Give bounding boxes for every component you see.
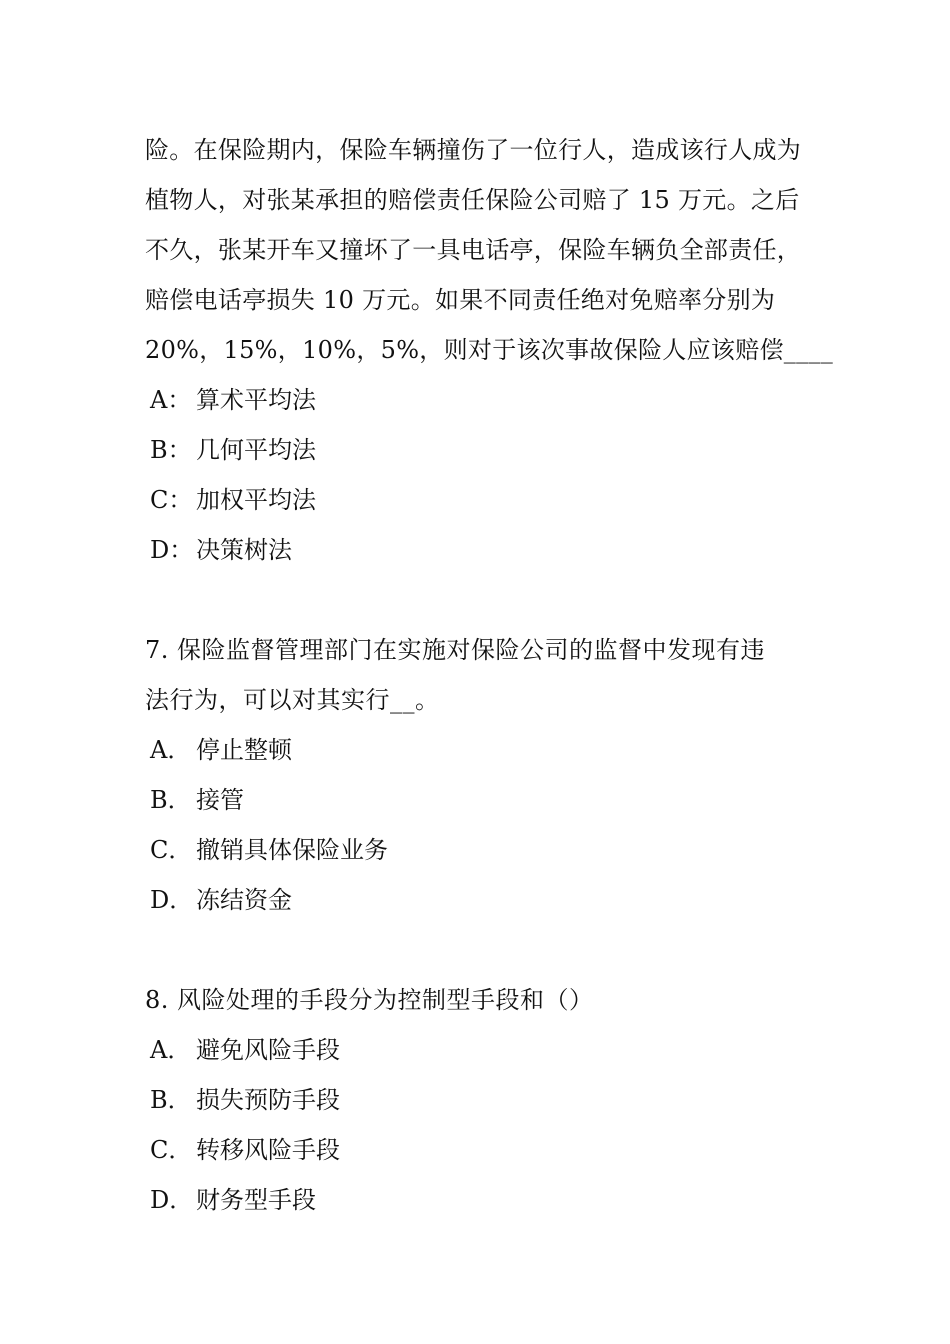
question-text-line: 7. 保险监督管理部门在实施对保险公司的监督中发现有违 [145, 636, 766, 664]
option-a [145, 375, 815, 425]
question-text-line: 植物人，对张某承担的赔偿责任保险公司赔了 15 万元。之后 [145, 186, 800, 214]
option-key: D． [150, 1186, 194, 1214]
option-text: 避免风险手段 [196, 1036, 340, 1064]
option-key: B． [150, 786, 192, 814]
question-8-options [145, 1025, 815, 1225]
option-key: B： [150, 436, 192, 464]
option-text: 撤销具体保险业务 [196, 836, 388, 864]
question-6-options [145, 375, 815, 575]
option-key: D： [150, 536, 194, 564]
option-d [145, 875, 815, 925]
option-text: 冻结资金 [196, 886, 292, 914]
question-7-options [145, 725, 815, 925]
question-text-line: 险。在保险期内，保险车辆撞伤了一位行人，造成该行人成为 [145, 136, 802, 164]
option-key: C． [150, 1136, 193, 1164]
spacer [145, 575, 815, 625]
option-text: 决策树法 [196, 536, 292, 564]
option-b [145, 425, 815, 475]
option-key: A： [150, 386, 192, 414]
option-key: A． [150, 736, 192, 764]
question-text-line: 赔偿电话亭损失 10 万元。如果不同责任绝对免赔率分别为 [145, 286, 776, 314]
option-b [145, 775, 815, 825]
question-8-text [145, 975, 815, 1025]
option-a [145, 725, 815, 775]
option-d [145, 1175, 815, 1225]
option-c [145, 1125, 815, 1175]
question-6-text [145, 125, 834, 375]
option-text: 停止整顿 [196, 736, 292, 764]
option-text: 几何平均法 [196, 436, 316, 464]
option-key: C． [150, 836, 193, 864]
document-content [145, 125, 834, 1225]
option-text: 加权平均法 [196, 486, 316, 514]
question-text-line: 不久，张某开车又撞坏了一具电话亭，保险车辆负全部责任， [145, 236, 802, 264]
option-key: B． [150, 1086, 192, 1114]
question-text-line: 8. 风险处理的手段分为控制型手段和（） [145, 986, 594, 1014]
question-text-line: 法行为，可以对其实行__。 [145, 686, 440, 714]
option-text: 损失预防手段 [196, 1086, 340, 1114]
option-text: 转移风险手段 [196, 1136, 340, 1164]
option-c [145, 475, 815, 525]
option-d [145, 525, 815, 575]
option-key: C： [150, 486, 193, 514]
option-text: 财务型手段 [196, 1186, 316, 1214]
option-text: 接管 [196, 786, 244, 814]
option-text: 算术平均法 [196, 386, 316, 414]
question-7-text [145, 625, 815, 725]
option-key: D． [150, 886, 194, 914]
question-text-line: 20%，15%，10%，5%，则对于该次事故保险人应该赔偿____ [145, 336, 834, 364]
option-a [145, 1025, 815, 1075]
spacer [145, 925, 815, 975]
option-c [145, 825, 815, 875]
option-b [145, 1075, 815, 1125]
option-key: A． [150, 1036, 192, 1064]
